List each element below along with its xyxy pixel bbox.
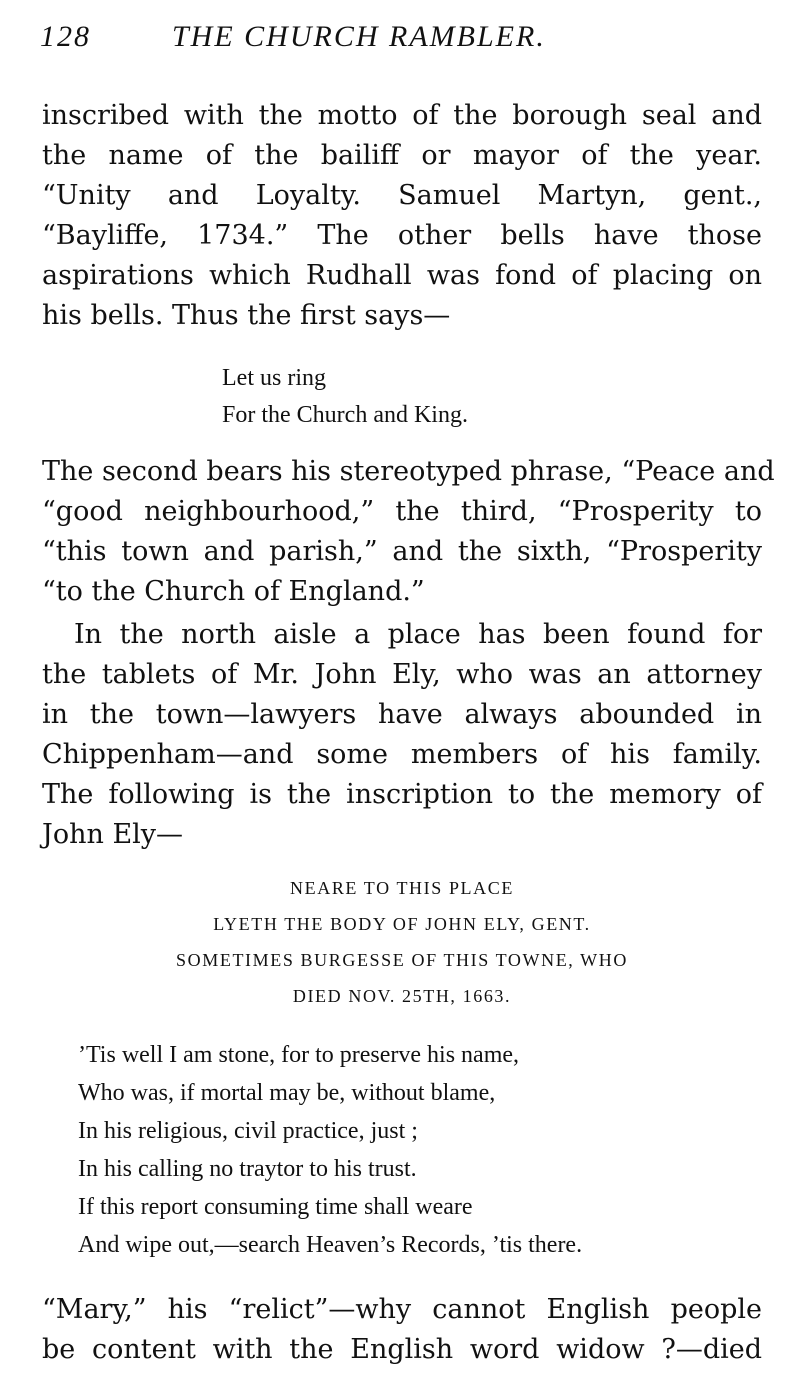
text-line: the tablets of Mr. John Ely, who was an attorney [42, 659, 762, 690]
text-line: “Unity and Loyalty. Samuel Martyn, gent., [42, 180, 762, 211]
verse-line: Let us ring [222, 365, 326, 391]
text-line: aspirations which Rudhall was fond of placing on [42, 260, 762, 291]
epitaph-verse [78, 1036, 582, 1264]
inscription-line: LYETH THE BODY OF JOHN ELY, GENT. [213, 914, 591, 934]
epitaph-line: And wipe out,—search Heaven’s Records, ’tis there. [78, 1232, 583, 1258]
text-line: The second bears his stereotyped phrase, “Peace and [42, 456, 775, 487]
text-line: “good neighbourhood,” the third, “Prosperity to [42, 496, 762, 527]
page-header [40, 20, 760, 64]
epitaph-line: In his calling no traytor to his trust. [78, 1156, 417, 1182]
inscription-line: SOMETIMES BURGESSE OF THIS TOWNE, WHO [176, 950, 628, 970]
text-line: “this town and parish,” and the sixth, “Prosperity [42, 536, 762, 567]
running-title: THE CHURCH RAMBLER. [172, 20, 546, 53]
epitaph-line: Who was, if mortal may be, without blame, [78, 1080, 496, 1106]
paragraph-bell-phrases [42, 452, 775, 612]
paragraph-bells [42, 96, 762, 336]
text-line: “Mary,” his “relict”—why cannot English people [42, 1294, 762, 1325]
text-line: inscribed with the motto of the borough seal and [42, 100, 762, 131]
text-line: John Ely— [42, 819, 184, 850]
inscription-line: DIED NOV. 25TH, 1663. [292, 986, 512, 1006]
text-line: In the north aisle a place has been found for [74, 619, 762, 650]
text-line: “to the Church of England.” [42, 576, 425, 607]
text-line: The following is the inscription to the memory of [42, 779, 762, 810]
epitaph-line: In his religious, civil practice, just ; [78, 1118, 418, 1144]
text-line: the name of the bailiff or mayor of the year. [42, 140, 762, 171]
page-number: 128 [40, 20, 91, 53]
text-line: his bells. Thus the first says— [42, 300, 451, 331]
text-line: “Bayliffe, 1734.” The other bells have those [42, 220, 762, 251]
paragraph-mary [42, 1290, 762, 1370]
paragraph-john-ely [42, 615, 762, 855]
epitaph-line: ’Tis well I am stone, for to preserve his name, [78, 1042, 520, 1068]
bell-verse [222, 360, 468, 434]
text-line: be content with the English word widow ?—died [42, 1334, 762, 1365]
memorial-inscription [42, 870, 762, 1014]
epitaph-line: If this report consuming time shall weare [78, 1194, 473, 1220]
inscription-line: NEARE TO THIS PLACE [290, 878, 514, 898]
verse-line: For the Church and King. [222, 402, 468, 428]
text-line: Chippenham—and some members of his family. [42, 739, 762, 770]
text-line: in the town—lawyers have always abounded in [42, 699, 762, 730]
